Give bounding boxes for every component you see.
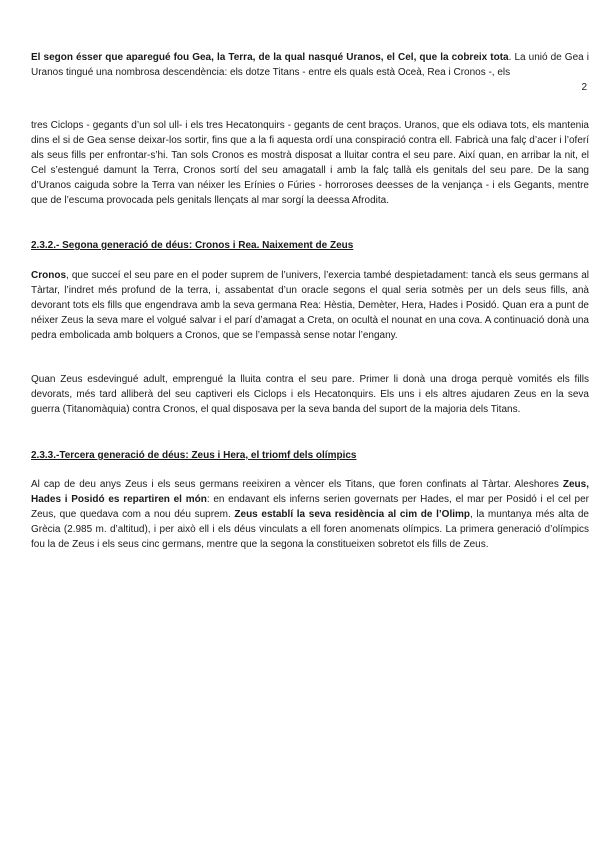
paragraph-zeus-adult: Quan Zeus esdevingué adult, emprengué la lluita contra el seu pare. Primer li donà una droga perquè vomités els fills devorats, més tard alliberà del seu captiveri els Ciclops i els Hecatonquirs. Els uns i els altres ajudaren Zeus en la seva guerra (Titanomàquia) contra Cronos, el qual disposava per la seva banda del suport de la majoria dels Titans. <box>31 374 589 415</box>
page-number: 2 <box>581 82 587 93</box>
bold-phrase: Zeus, Hades i Posidó es repartiren el món <box>31 479 589 505</box>
section-heading-2-3-2: 2.3.2.- Segona generació de déus: Cronos i Rea. Naixement de Zeus <box>31 240 354 251</box>
section-heading-2-3-3: 2.3.3.-Tercera generació de déus: Zeus i Hera, el triomf dels olímpics <box>31 450 357 461</box>
paragraph-uranos: tres Ciclops - gegants d’un sol ull- i els tres Hecatonquirs - gegants de cent braços. Uranos, que els odiava tots, els mantenia dins el si de Gea sense deixar-los sortir, fins que a la fi aquesta ordí una conspiració contra ell. Fabricà una falç d’acer i l’oferí als seus fills per enfrontar-s’hi. Tan sols Cronos es mostrà disposat a lluitar contra el seu pare. Així quan, en arribar la nit, el Cel s’estengué damunt la Terra, Cronos sortí del seu amagatall i amb la falç tallà els genitals del seu pare. De la sang d’Uranos caiguda sobre la Terra van néixer les Erínies o Fúries - horroroses deesses de la venjança - i els Gegants, mentre que de l’escuma provocada pels genitals llençats al mar sorgí la deessa Afrodita. <box>31 120 589 206</box>
paragraph-cronos <box>31 268 589 343</box>
document-page <box>31 0 589 848</box>
paragraph-text: , la muntanya més alta de Grècia (2.985 m. d’altitud), i per això ell i els déus vinculats a ell foren anomenats olímpics. La primera generació d’olímpics fou la de Zeus i els seus cinc germans, mentre que la segona la constitueixen sobretot els fills de Zeus. <box>31 509 589 550</box>
paragraph-text: Al cap de deu anys Zeus i els seus germans reeixiren a vèncer els Titans, que foren confinats al Tàrtar. Aleshores <box>31 479 563 490</box>
bold-lead: El segon ésser que aparegué fou Gea, la Terra, de la qual nasqué Uranos, el Cel, que la cobreix tota <box>31 52 509 63</box>
paragraph-intro <box>31 50 589 80</box>
paragraph-olympics <box>31 477 589 552</box>
paragraph-text: . La unió de Gea i Uranos tingué una nombrosa descendència: els dotze Titans - entre els quals està Oceà, Rea i Cronos -, els <box>31 52 589 78</box>
paragraph-text: : en endavant els inferns serien governats per Hades, el mar per Posidó i el cel per Zeus, que quedava com a nou déu suprem. <box>31 494 589 520</box>
paragraph-text: , que succeí el seu pare en el poder suprem de l’univers, l’exercia també despietadament: tancà els seus germans al Tàrtar, l’indret més profund de la terra, i, assabentat d’un oracle segons el qual seria sotmès per un dels seus fills, anà devorant tots els fills que engendrava amb la seva germana Rea: Hèstia, Demèter, Hera, Hades i Posidó. Quan era a punt de néixer Zeus la seva mare el volgué salvar i el parí d’amagat a Creta, on ocultà el nounat en una cova. A continuació donà una pedra embolicada amb bolquers a Cronos, que se l’empassà sense notar l’engany. <box>31 270 589 341</box>
bold-lead: Cronos <box>31 270 66 281</box>
bold-phrase: Zeus establí la seva residència al cim de l’Olimp <box>234 509 471 520</box>
